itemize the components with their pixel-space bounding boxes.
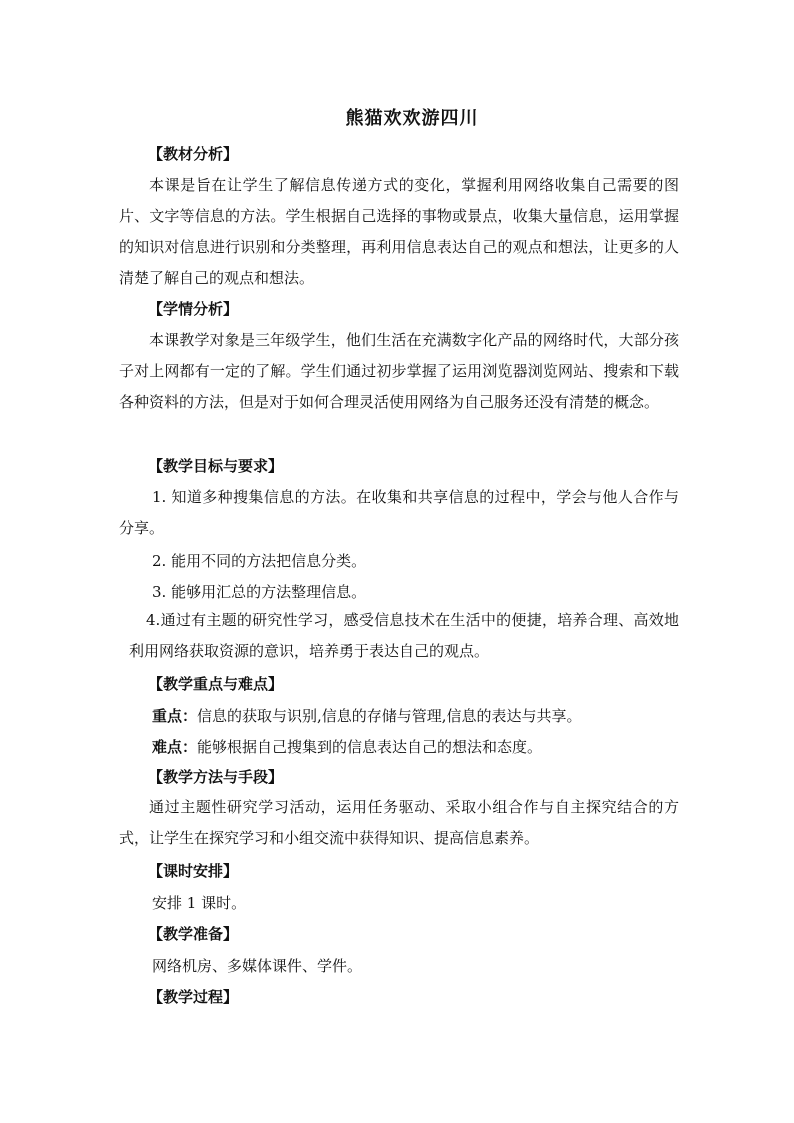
preparation-text: 网络机房、多媒体课件、学件。 (152, 957, 363, 975)
section-heading-process: 【教学过程】 (148, 988, 239, 1006)
key-point-text: 信息的获取与识别,信息的存储与管理,信息的表达与共享。 (197, 707, 582, 725)
goal-item-3: 3. 能够用汇总的方法整理信息。 (152, 583, 367, 601)
section-heading-textbook-analysis: 【教材分析】 (148, 145, 239, 163)
textbook-analysis-text: 本课是旨在让学生了解信息传递方式的变化，掌握利用网络收集自己需要的图片、文字等信息的方法。学生根据自己选择的事物或景点，收集大量信息，运用掌握的知识对信息进行识别和分类整理，再利用信息表达自己的观点和想法，让更多的人清楚了解自己的观点和想法。 (119, 176, 679, 287)
goal-item-2: 2. 能用不同的方法把信息分类。 (152, 552, 367, 570)
document-title: 熊猫欢欢游四川 (345, 108, 479, 129)
section-heading-preparation: 【教学准备】 (148, 925, 239, 943)
goal-item-4: 4.通过有主题的研究性学习，感受信息技术在生活中的便捷，培养合理、高效地利用网络获取资源的意识，培养勇于表达自己的观点。 (129, 611, 679, 660)
section-heading-methods: 【教学方法与手段】 (148, 768, 284, 786)
difficulty-label: 难点： (152, 738, 198, 756)
section-heading-key-points: 【教学重点与难点】 (148, 675, 284, 693)
key-point-label: 重点： (152, 707, 198, 725)
methods-text: 通过主题性研究学习活动，运用任务驱动、采取小组合作与自主探究结合的方式，让学生在探究学习和小组交流中获得知识、提高信息素养。 (119, 798, 679, 847)
section-heading-schedule: 【课时安排】 (148, 862, 239, 880)
key-point-line (152, 706, 582, 726)
schedule-text: 安排 1 课时。 (152, 894, 247, 912)
difficulty-line (152, 737, 542, 757)
goal-item-1: 1. 知道多种搜集信息的方法。在收集和共享信息的过程中，学会与他人合作与分享。 (119, 488, 679, 537)
difficulty-text: 能够根据自己搜集到的信息表达自己的想法和态度。 (197, 738, 543, 756)
section-heading-student-analysis: 【学情分析】 (148, 300, 239, 318)
student-analysis-text: 本课教学对象是三年级学生，他们生活在充满数字化产品的网络时代，大部分孩子对上网都有一定的了解。学生们通过初步掌握了运用浏览器浏览网站、搜索和下载各种资料的方法，但是对于如何合理灵活使用网络为自己服务还没有清楚的概念。 (119, 331, 679, 411)
section-heading-goals: 【教学目标与要求】 (148, 457, 284, 475)
